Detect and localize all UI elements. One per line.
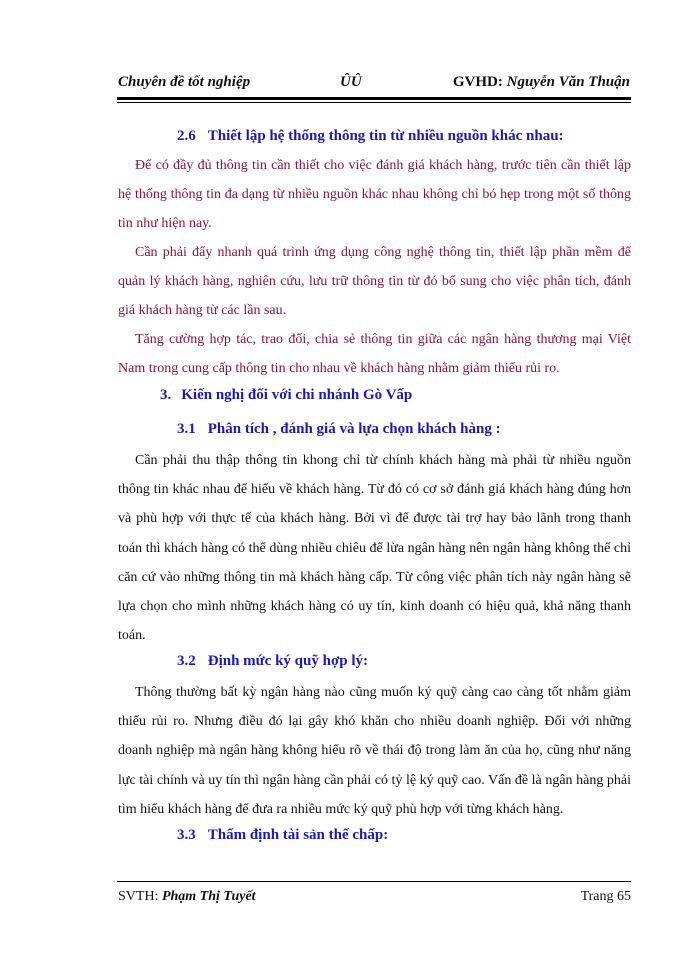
footer-student-label: SVTH: (118, 889, 162, 904)
heading-number: 2.6 (177, 128, 196, 144)
heading-number: 3. (160, 387, 172, 403)
heading-title: Định mức ký quỹ hợp lý: (207, 653, 369, 669)
heading-title: Phân tích , đánh giá và lựa chọn khách hàng : (207, 421, 501, 437)
heading-number: 3.1 (177, 421, 196, 437)
header-ornament: ÛÛ (340, 74, 362, 90)
heading-number: 3.3 (177, 827, 196, 843)
heading-3 (160, 387, 412, 404)
heading-title: Thẩm định tài sản thế chấp: (207, 827, 389, 843)
header-advisor-label: GVHD: (452, 74, 507, 90)
heading-2-6 (177, 128, 564, 145)
footer-rule (117, 881, 631, 882)
header-thesis-title: Chuyên đề tốt nghiệp (118, 74, 251, 90)
header-advisor (453, 74, 630, 91)
heading-3-2 (177, 653, 368, 670)
page-number: Trang 65 (580, 889, 631, 904)
paragraph: Để có đầy đủ thông tin cần thiết cho việc đánh giá khách hàng, trước tiên cần thiết lập hệ thống thông tin đa dạng từ nhiều nguồn khác nhau không chỉ bó hẹp trong một số thông tin như hiện nay. (118, 158, 631, 232)
heading-number: 3.2 (177, 653, 196, 669)
footer-student (118, 889, 256, 905)
header-rule (117, 97, 631, 103)
heading-3-1 (177, 421, 501, 438)
paragraph: Cần phải thu thập thông tin khong chỉ từ chính khách hàng mà phải từ nhiều nguồn thông tin khác nhau để hiểu về khách hàng. Từ đó có cơ sở đánh giá khách hàng đúng hơn và phù hợp với thực tế của khách hàng. Bởi vì để được tài trợ hay bảo lãnh trong thanh toán thì khách hàng có thể dùng nhiều chiêu để lừa ngân hàng nên ngân hàng không thể chỉ căn cứ vào những thông tin mà khách hàng cấp. Từ công việc phân tích này ngân hàng sẽ lựa chọn cho mình những khách hàng có uy tín, kinh doanh có hiệu quả, khả năng thanh toán. (118, 453, 631, 644)
heading-title: Thiết lập hệ thống thông tin từ nhiều nguồn khác nhau: (207, 128, 564, 144)
paragraph: Thông thường bất kỳ ngân hàng nào cũng muốn ký quỹ càng cao càng tốt nhằm giảm thiểu rủi ro. Nhưng điều đó lại gây khó khăn cho nhiều doanh nghiệp. Đối với những doanh nghiệp mà ngân hàng không hiểu rõ về thái độ trong làm ăn của họ, cũng như năng lực tài chính và uy tín thì ngân hàng cần phải có tỷ lệ ký quỹ cao. Vấn đề là ngân hàng phải tìm hiểu khách hàng để đưa ra nhiều mức ký quỹ phù hợp với từng khách hàng. (118, 685, 631, 817)
paragraph: Tăng cường hợp tác, trao đổi, chia sẻ thông tin giữa các ngân hàng thương mại Việt Nam trong cung cấp thông tin cho nhau về khách hàng nhằm giảm thiểu rủi ro. (118, 332, 631, 377)
page-header (118, 72, 630, 96)
heading-3-3 (177, 827, 388, 844)
header-advisor-name: Nguyễn Văn Thuận (506, 74, 630, 90)
heading-title: Kiến nghị đối với chi nhánh Gò Vấp (181, 387, 413, 403)
footer-student-name: Phạm Thị Tuyết (161, 889, 256, 904)
paragraph: Cần phải đẩy nhanh quá trình ứng dụng công nghệ thông tin, thiết lập phần mềm để quản lý khách hàng, nghiên cứu, lưu trữ thông tin từ đó bổ sung cho việc phân tích, đánh giá khách hàng từ các lần sau. (118, 245, 631, 319)
